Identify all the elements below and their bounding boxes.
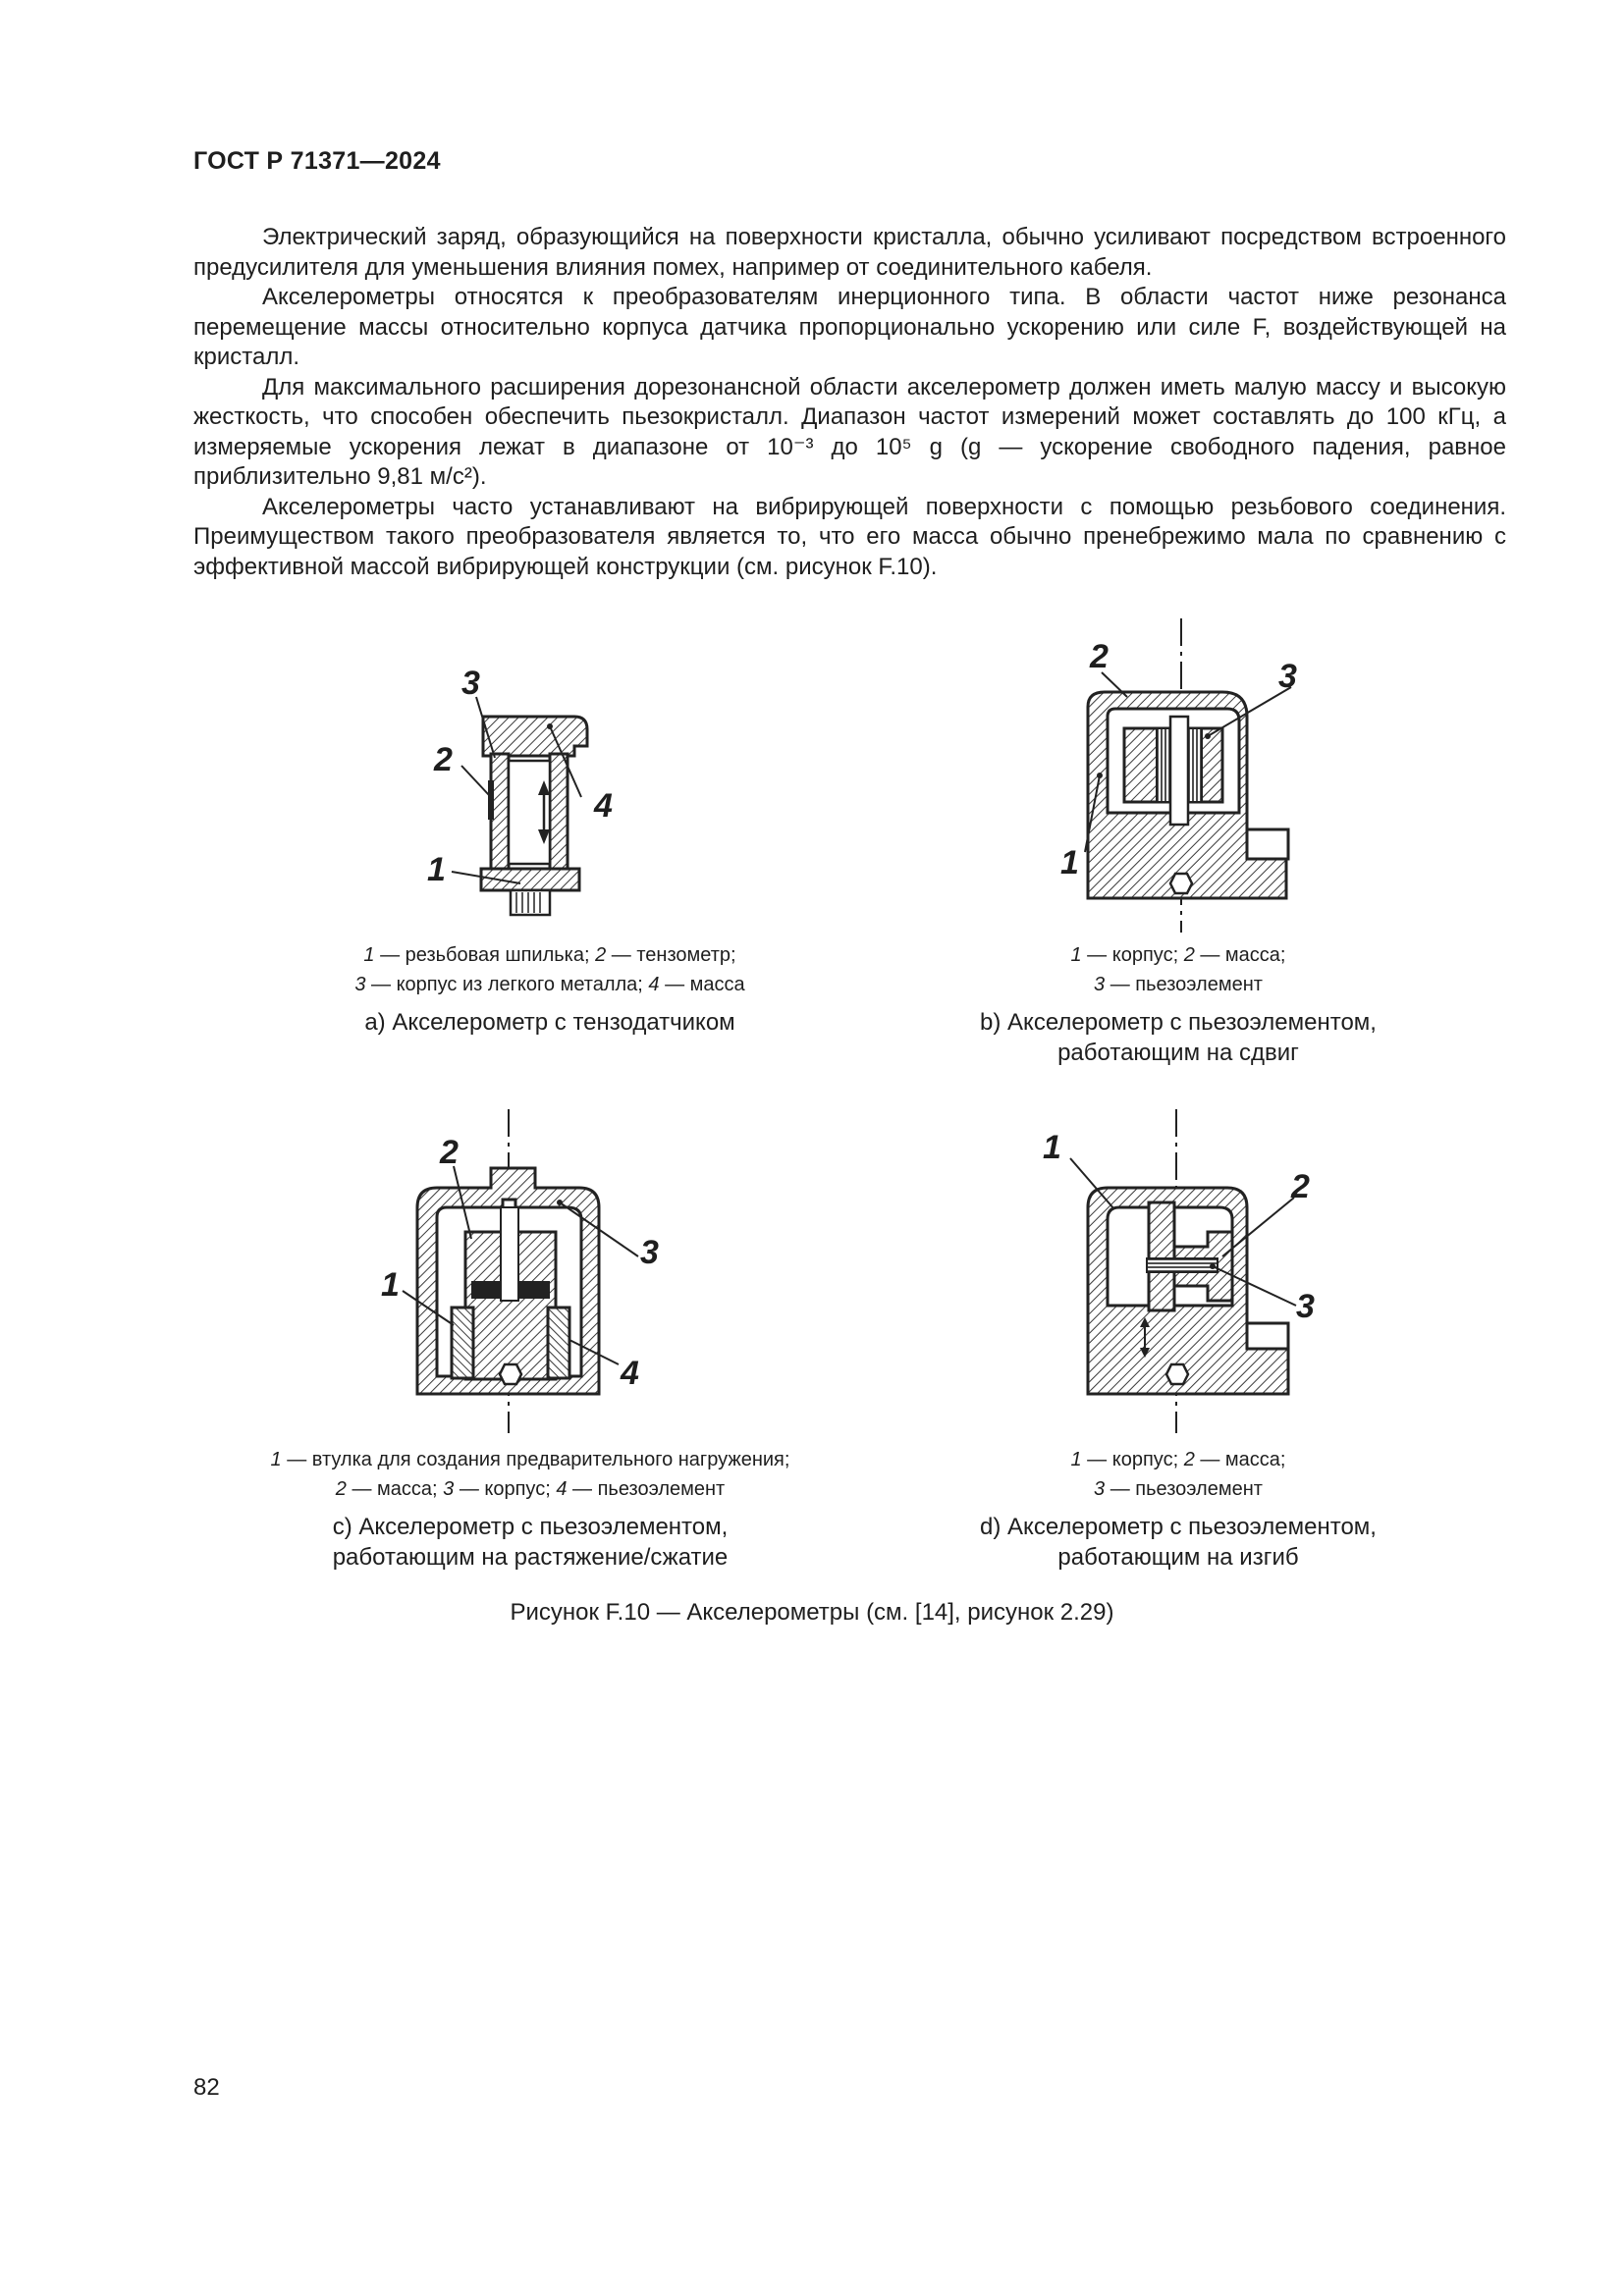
paragraph-2: Акселерометры относятся к преобразователям инерционного типа. В области частот ниже резонанса перемещение массы относительно корпуса датчика пропорционально ускорению или силе F, воздействующей на кристалл.: [193, 284, 1506, 370]
figure-b-legend-line1: 1 — корпус; 2 — масса;: [1070, 944, 1286, 966]
figure-c-legend: [196, 1445, 864, 1504]
figure-c-label-4: 4: [621, 1355, 639, 1392]
paragraph-1: Электрический заряд, образующийся на поверхности кристалла, обычно усиливают посредством встроенного предусилителя для уменьшения влияния помех, например от соединительного кабеля.: [193, 224, 1506, 281]
figure-a-label-2: 2: [434, 741, 453, 778]
figure-b-label-2: 2: [1090, 638, 1109, 675]
figure-c-caption: [196, 1512, 864, 1573]
figure-b-drawing: [1051, 618, 1306, 933]
figure-d-legend: [884, 1445, 1473, 1504]
figure-a-label-4: 4: [594, 787, 613, 825]
figure-b-legend: [884, 940, 1473, 999]
body-text: [193, 223, 1506, 582]
document-code: ГОСТ Р 71371—2024: [193, 147, 441, 175]
figure-a-legend-line1: 1 — резьбовая шпилька; 2 — тензометр;: [363, 944, 736, 966]
figure-a-drawing: [412, 648, 668, 923]
figure-a-caption-line1: a) Акселерометр с тензодатчиком: [364, 1009, 735, 1036]
figure-d-caption: [884, 1512, 1473, 1573]
figure-d-legend-line2: 3 — пьезоэлемент: [1094, 1478, 1263, 1500]
paragraph-3: Для максимального расширения дорезонансной области акселерометр должен иметь малую массу и высокую жесткость, что способен обеспечить пьезокристалл. Диапазон частот измерений может составлять до 100 кГц, а измеряемые ускорения лежат в диапазоне от 10⁻³ до 10⁵ g (g — ускорение свободного падения, равное приблизительно 9,81 м/с²).: [193, 373, 1506, 490]
figure-c-caption-line1: c) Акселерометр с пьезоэлементом,: [332, 1514, 729, 1540]
figure-d-drawing: [1031, 1109, 1326, 1433]
paragraph-4: Акселерометры часто устанавливают на вибрирующей поверхности с помощью резьбового соединения. Преимуществом такого преобразователя является то, что его масса обычно пренебрежимо мала по сравнению с эффективной массой вибрирующей конструкции (см. рисунок F.10).: [193, 493, 1506, 580]
figure-a-label-3: 3: [461, 665, 480, 702]
figure-c-label-1: 1: [381, 1266, 400, 1304]
page-number: 82: [193, 2074, 220, 2101]
figure-c-legend-line2: 2 — масса; 3 — корпус; 4 — пьезоэлемент: [335, 1478, 726, 1500]
figure-b-caption-line1: b) Акселерометр с пьезоэлементом,: [980, 1009, 1377, 1036]
figure-a-legend-line2: 3 — корпус из легкого металла; 4 — масса: [354, 974, 745, 995]
figure-b-caption-line2: работающим на сдвиг: [1057, 1040, 1299, 1066]
figure-d-label-3: 3: [1296, 1288, 1315, 1325]
figure-a-legend: [245, 940, 854, 999]
figure-a-caption: [245, 1007, 854, 1038]
figure-d-label-2: 2: [1291, 1168, 1310, 1205]
figure-d-caption-line2: работающим на изгиб: [1057, 1544, 1299, 1571]
figure-d-label-1: 1: [1043, 1129, 1061, 1166]
figure-b-caption: [884, 1007, 1473, 1068]
figure-c-drawing: [373, 1109, 668, 1433]
figure-d-legend-line1: 1 — корпус; 2 — масса;: [1070, 1449, 1286, 1470]
figure-c-label-2: 2: [440, 1134, 459, 1171]
figure-d-caption-line1: d) Акселерометр с пьезоэлементом,: [980, 1514, 1377, 1540]
figure-c-caption-line2: работающим на растяжение/сжатие: [332, 1544, 729, 1571]
figure-b-label-3: 3: [1278, 658, 1297, 695]
figure-c-legend-line1: 1 — втулка для создания предварительного нагружения;: [270, 1449, 790, 1470]
figure-b-legend-line2: 3 — пьезоэлемент: [1094, 974, 1263, 995]
figure-b-label-1: 1: [1060, 844, 1079, 881]
figure-title: Рисунок F.10 — Акселерометры (см. [14], рисунок 2.29): [510, 1599, 1114, 1626]
figure-c-label-3: 3: [640, 1234, 659, 1271]
figure-a-label-1: 1: [427, 851, 446, 888]
